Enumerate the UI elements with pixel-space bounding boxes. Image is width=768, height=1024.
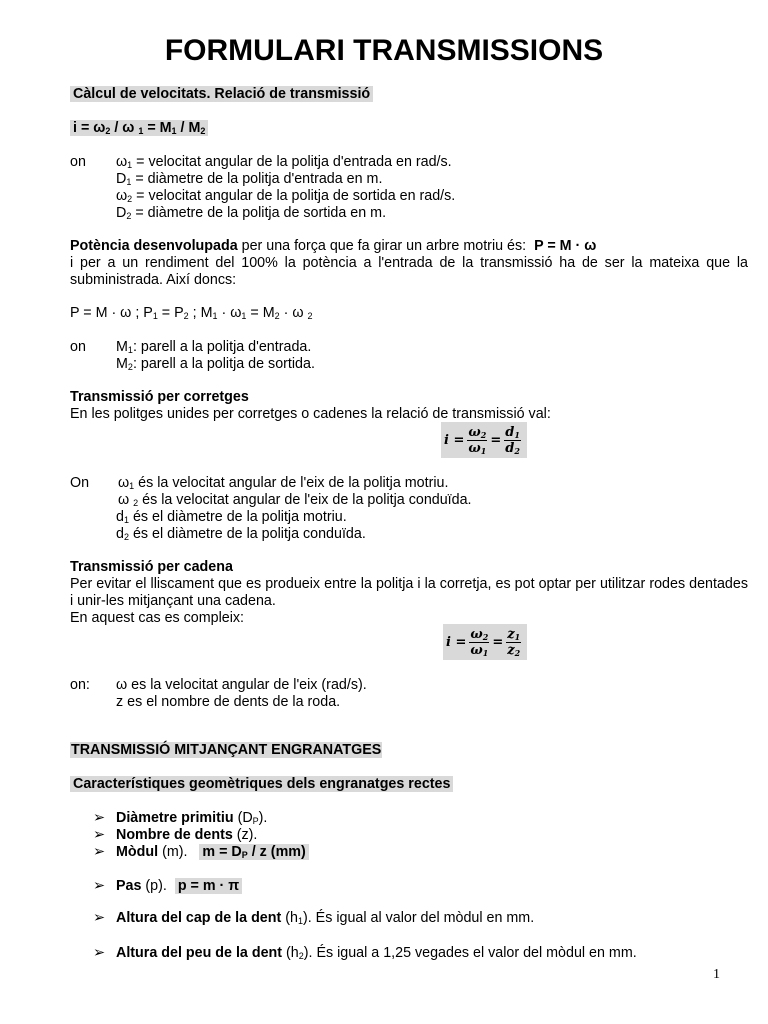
cadena-paragraph: Per evitar el lliscament que es produeix entre la politja i la corretja, es pot optar per utilitzar rodes dentades i unir-les mitjançant una cadena. [70, 576, 748, 609]
list-item: Pas (p). p = m · π [116, 878, 242, 895]
on-label: On [70, 475, 90, 491]
potencia-paragraph: i per a un rendiment del 100% la potència a l'entrada de la transmissió ha de ser la mateixa que la subministrada. Així doncs: [70, 255, 748, 288]
definition-line: $d_1$ és el diàmetre de la politja motriu. [116, 509, 347, 525]
formula-relacio-transmissio: $i = \omega_2 / \omega$ $_1 = M_1 / M_2$ [70, 120, 208, 137]
on-label: on [70, 339, 86, 355]
list-item: Diàmetre primitiu $(D_P)$. [116, 810, 268, 826]
definition-line: ω es la velocitat angular de l'eix (rad/s). [116, 677, 367, 693]
section-heading-corretges: Transmissió per corretges [70, 389, 249, 405]
definition-line: $D_2$ = diàmetre de la politja de sortida en m. [116, 205, 387, 221]
list-item: Altura del peu de la dent $(h_2)$. És igual a 1,25 vegades el valor del mòdul en mm. [116, 945, 637, 961]
bullet-icon: ➢ [93, 827, 105, 843]
potencia-equation: P = M · ω ; $P_1 = P_2$ ; $M_1 \cdot \omega_1 = M_2 \cdot \omega$ $_2$ [70, 305, 313, 321]
definition-line: $\omega_1$ = velocitat angular de la politja d'entrada en rad/s. [116, 154, 452, 170]
cadena-text: En aquest cas es compleix: [70, 610, 245, 626]
definition-line: $D_1$ = diàmetre de la politja d'entrada en m. [116, 171, 383, 187]
definition-line: $\omega_2$ = velocitat angular de la politja de sortida en rad/s. [116, 188, 456, 204]
page-number: 1 [713, 967, 720, 982]
definition-line: $M_2$: parell a la politja de sortida. [116, 356, 315, 372]
subheading-caracteristiques: Característiques geomètriques dels engranatges rectes [70, 776, 453, 793]
definition-line: $d_2$ és el diàmetre de la politja conduïda. [116, 526, 366, 542]
on-label: on: [70, 677, 90, 693]
section-heading-engranatges: TRANSMISSIÓ MITJANÇANT ENGRANATGES [71, 742, 382, 758]
definition-line: ω $_2$ és la velocitat angular de l'eix de la politja conduïda. [118, 492, 472, 508]
bullet-icon: ➢ [93, 878, 105, 894]
potencia-line: Potència desenvolupada per una força que fa girar un arbre motriu és: P = M · ω [70, 238, 597, 254]
on-label: on [70, 154, 86, 170]
definition-line: $\omega_1$ és la velocitat angular de l'eix de la politja motriu. [118, 475, 449, 491]
list-item: Altura del cap de la dent $(h_1)$. És igual al valor del mòdul en mm. [116, 910, 535, 926]
formula-corretges: i = $\frac{\omega_2}{\omega_1}$ = $\frac{d_1}{d_2}$ [441, 422, 527, 458]
definition-line: z es el nombre de dents de la roda. [116, 694, 341, 710]
section-heading-cadena: Transmissió per cadena [70, 559, 233, 575]
page-title: FORMULARI TRANSMISSIONS [164, 34, 604, 67]
definition-line: $M_1$: parell a la politja d'entrada. [116, 339, 312, 355]
bullet-icon: ➢ [93, 844, 105, 860]
bullet-icon: ➢ [93, 910, 105, 926]
list-item: Nombre de dents (z). [116, 827, 258, 843]
formula-cadena: i = $\frac{\omega_2}{\omega_1}$ = $\frac{z_1}{z_2}$ [443, 624, 527, 660]
section-heading-velocitats: Càlcul de velocitats. Relació de transmissió [70, 86, 373, 103]
bullet-icon: ➢ [93, 810, 105, 826]
corretges-text: En les politges unides per corretges o cadenes la relació de transmissió val: [70, 406, 551, 422]
bullet-icon: ➢ [93, 945, 105, 961]
list-item: Mòdul (m). $m = D_P / z$ (mm) [116, 844, 309, 861]
